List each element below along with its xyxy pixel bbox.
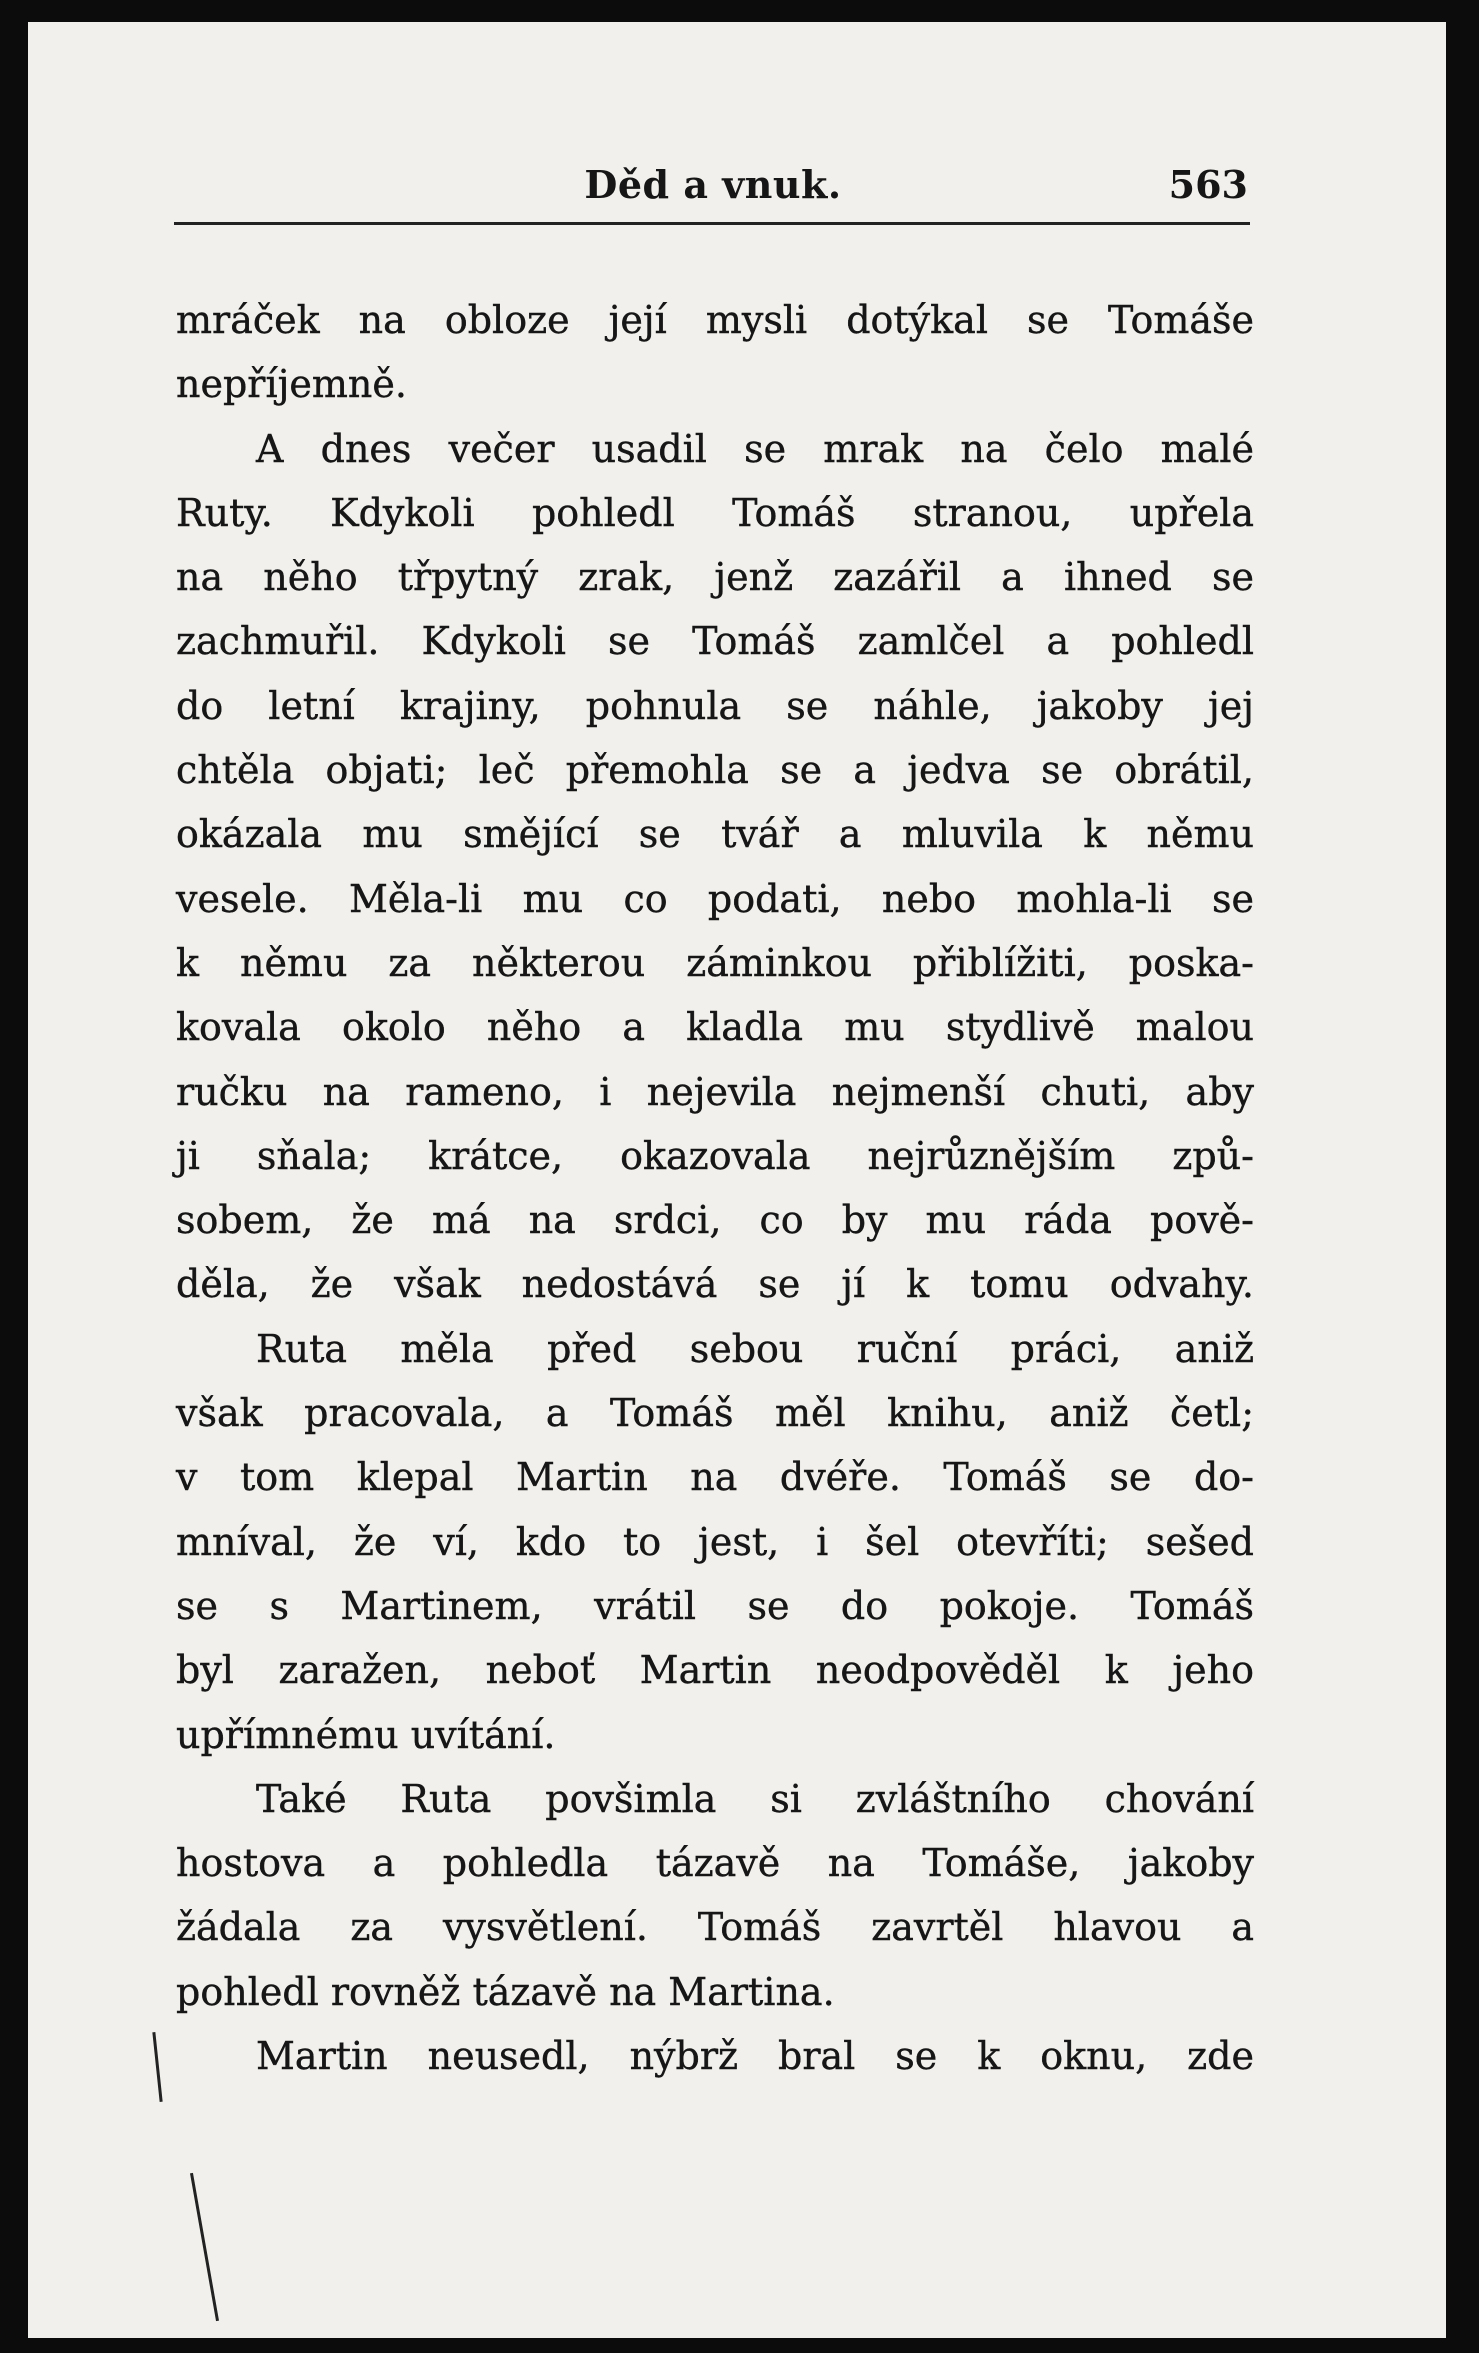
text-line: zachmuřil. Kdykoli se Tomáš zamlčel a pohledl [176,619,1254,664]
text-line: na něho třpytný zrak, jenž zazářil a ihned se [176,555,1254,600]
text-line: děla, že však nedostává se jí k tomu odvahy. [176,1262,1254,1307]
page-header [178,162,1248,222]
margin-scratch-mark [190,2173,219,2321]
text-line: kovala okolo něho a kladla mu stydlivě malou [176,1005,1254,1050]
text-line: ji sňala; krátce, okazovala nejrůznějším způ- [176,1133,1254,1178]
book-page [28,22,1446,2338]
margin-scratch-mark [152,2032,162,2102]
text-line: se s Martinem, vrátil se do pokoje. Tomáš [176,1583,1254,1628]
text-line: nepříjemně. [176,362,407,407]
body-text [176,288,1254,2088]
text-line: upřímnému uvítání. [176,1712,556,1757]
text-line: Ruta měla před sebou ruční práci, aniž [256,1326,1254,1371]
text-line: mráček na obloze její mysli dotýkal se Tomáše [176,298,1254,342]
text-line: však pracovala, a Tomáš měl knihu, aniž četl; [176,1391,1254,1436]
text-line: mníval, že ví, kdo to jest, i šel otevříti; sešed [176,1519,1254,1564]
text-line: hostova a pohledla tázavě na Tomáše, jakoby [176,1841,1254,1886]
page-number: 563 [1168,162,1248,207]
text-line: byl zaražen, neboť Martin neodpověděl k jeho [176,1648,1254,1693]
header-rule [174,222,1250,225]
text-line: ručku na rameno, i nejevila nejmenší chuti, aby [176,1069,1254,1114]
text-line: chtěla objati; leč přemohla se a jedva se obrátil, [176,748,1254,793]
text-line: pohledl rovněž tázavě na Martina. [176,1969,835,2014]
text-line: okázala mu smějící se tvář a mluvila k němu [176,812,1254,857]
text-line: k němu za některou záminkou přiblížiti, poska- [176,940,1254,985]
text-line: Martin neusedl, nýbrž bral se k oknu, zde [256,2034,1254,2079]
text-line: do letní krajiny, pohnula se náhle, jakoby jej [176,683,1254,728]
text-line: žádala za vysvětlení. Tomáš zavrtěl hlavou a [176,1905,1254,1950]
running-title: Děd a vnuk. [584,162,842,207]
text-line: A dnes večer usadil se mrak na čelo malé [256,426,1254,471]
text-line: sobem, že má na srdci, co by mu ráda pově- [176,1198,1254,1243]
text-line: vesele. Měla-li mu co podati, nebo mohla-li se [176,876,1254,921]
text-line: Také Ruta povšimla si zvláštního chování [256,1776,1254,1821]
text-line: v tom klepal Martin na dvéře. Tomáš se do- [176,1455,1254,1500]
text-line: Ruty. Kdykoli pohledl Tomáš stranou, upřela [176,490,1254,535]
